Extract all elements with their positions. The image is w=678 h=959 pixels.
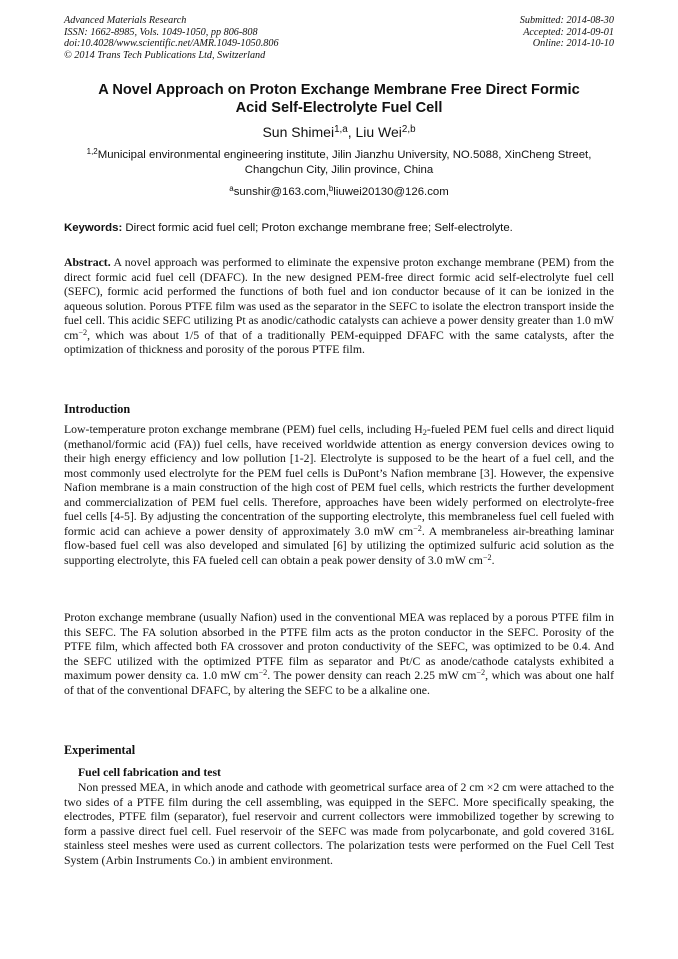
introduction-heading: Introduction: [64, 402, 131, 416]
intro-p2-text-a: Proton exchange membrane (usually Nafion) used in the conventional MEA was replaced by a porous PTFE film in this SEFC. The FA solution absorbed in the PTFE film acts as the proton conductor in the SEFC. Porosity of the PTFE film, which affected both FA crossover and proton conductivity of the SEFC, was optimized to be 0.4. And the SEFC utilized with the optimized PTFE film as separator and Pt/C as anode/cathode catalysts exhibited a maximum power density ca. 1.0 mW cm: [64, 611, 614, 683]
email-b: liuwei20130@126.com: [333, 186, 449, 198]
intro-p2-text-b: . The power density can reach 2.25 mW cm: [267, 669, 477, 683]
journal-copyright: © 2014 Trans Tech Publications Ltd, Switzerland: [64, 49, 266, 61]
author-list: [0, 123, 678, 141]
experimental-heading: Experimental: [64, 743, 136, 757]
title-line-1: A Novel Approach on Proton Exchange Membrane Free Direct Formic: [98, 82, 580, 98]
online-date: Online: 2014-10-10: [532, 38, 614, 49]
introduction-paragraph-2: [64, 611, 614, 698]
abstract-text-b: , which was about 1/5 of that of a traditionally PEM-equipped DFAFC with the same catalysts, after the optimization of thickness and porosity of the porous PTFE film.: [64, 328, 614, 357]
journal-issn: ISSN: 1662-8985, Vols. 1049-1050, pp 806-808: [64, 26, 258, 38]
journal-doi: doi:10.4028/www.scientific.net/AMR.1049-1050.806: [64, 38, 279, 49]
intro-p1-sup-2: −2: [482, 552, 492, 562]
intro-p1-text-a: Low-temperature proton exchange membrane (PEM) fuel cells, including H: [64, 423, 423, 436]
submission-dates: [520, 15, 614, 50]
affiliation: [70, 148, 608, 178]
author-2-affil: 2,b: [401, 124, 416, 136]
abstract-sup: −2: [78, 327, 88, 337]
accepted-date: Accepted: 2014-09-01: [523, 26, 614, 38]
intro-p1-sup-1: −2: [413, 523, 422, 533]
fabrication-subheading: Fuel cell fabrication and test: [78, 766, 221, 779]
intro-p2-text-c: , which was about one half of that of the conventional DFAFC, by altering the SEFC to be a alkaline one.: [64, 669, 614, 697]
affiliation-marker: 1,2: [86, 147, 98, 157]
author-emails: [0, 185, 678, 200]
experimental-paragraph: Non pressed MEA, in which anode and cathode with geometrical surface area of 2 cm ×2 cm were attached to the two sides of a PTFE film during the cell assembling, was equipped in the SEFC. More specifically speaking, the electrodes, PTFE film (separator), fuel reservoir and current collectors were immobilized together by screwing to form a passive direct fuel cell. Fuel reservoir of the SEFC was made from polycarbonate, and gold covered 316L stainless steel meshes were used as current collectors. The polarization tests were performed on the Fuel Cell Test System (Arbin Instruments Co.) in ambient environment.: [64, 781, 614, 867]
email-a: sunshir@163.com,: [233, 186, 329, 198]
author-1-affil: 1,a: [334, 124, 348, 136]
email-a-marker: a: [229, 184, 234, 194]
intro-p2-sup-2: −2: [476, 668, 486, 678]
author-2: Liu Wei: [355, 124, 402, 140]
keywords-label: Keywords:: [64, 222, 123, 234]
submitted-date: Submitted: 2014-08-30: [519, 15, 614, 26]
abstract: [64, 256, 614, 358]
intro-p1-sub: 2: [422, 428, 427, 438]
author-1: Sun Shimei: [262, 124, 335, 140]
affiliation-text: Municipal environmental engineering institute, Jilin Jianzhu University, NO.5088, XinCheng Street, Changchun City, Jilin province, China: [97, 149, 592, 176]
abstract-label: Abstract.: [64, 256, 111, 269]
abstract-text-a: A novel approach was performed to eliminate the expensive proton exchange membrane (PEM) from the direct formic acid fuel cell (DFAFC). In the new designed PEM-free direct formic acid self-electrolyte fuel cell (SEFC), formic acid performed the functions of both fuel and ion conductor because of it can be ionized in the aqueous solution. Porous PTFE film was used as the separator in the SEFC to isolate the electron transport inside the fuel cell. This acidic SEFC utilizing Pt as anodic/cathodic catalysts can achieve a power density greater than 1.0 mW cm: [64, 256, 614, 342]
journal-name: Advanced Materials Research: [64, 15, 187, 26]
title-line-2: Acid Self-Electrolyte Fuel Cell: [235, 100, 443, 116]
intro-p1-text-c: . A membraneless air-breathing laminar flow-based fuel cell was also developed and simulated [6] by utilizing the optimized sulfuric acid solution as the supporting electrolyte, this FA fueled cell can obtain a peak power density of 3.0 mW cm: [64, 524, 614, 567]
paper-title: [50, 81, 628, 117]
intro-p1-text-b: -fueled PEM fuel cells and direct liquid (methanol/formic acid (FA)) fuel cells, have received worldwide attention as energy conversion devices owing to their high energy efficiency and low pollution [1-2]. Electrolyte is supposed to be the heart of a fuel cell, and the most commonly used electrolyte for the PEM fuel cells is DuPont’s Nafion membrane [3]. However, the expensive Nafion membrane is a main construction of the high cost of PEM fuel cells, which restricts the further development and commercialization of PEM fuel cells. Therefore, approaches have been widely performed on electrolyte-free fuel cells [4-5]. By adjusting the concentration of the supporting electrolyte, this membraneless fuel cell fueled with formic acid can achieve a power density of approximately 3.0 mW cm: [64, 423, 614, 538]
intro-p1-text-d: .: [491, 553, 495, 567]
intro-p2-sup-1: −2: [258, 668, 268, 678]
introduction-paragraph-1: [64, 423, 614, 568]
keywords: [64, 221, 616, 236]
author-separator: ,: [347, 124, 356, 140]
keywords-text: Direct formic acid fuel cell; Proton exchange membrane free; Self-electrolyte.: [122, 222, 513, 234]
journal-info: [64, 15, 279, 61]
email-b-marker: b: [328, 184, 334, 194]
